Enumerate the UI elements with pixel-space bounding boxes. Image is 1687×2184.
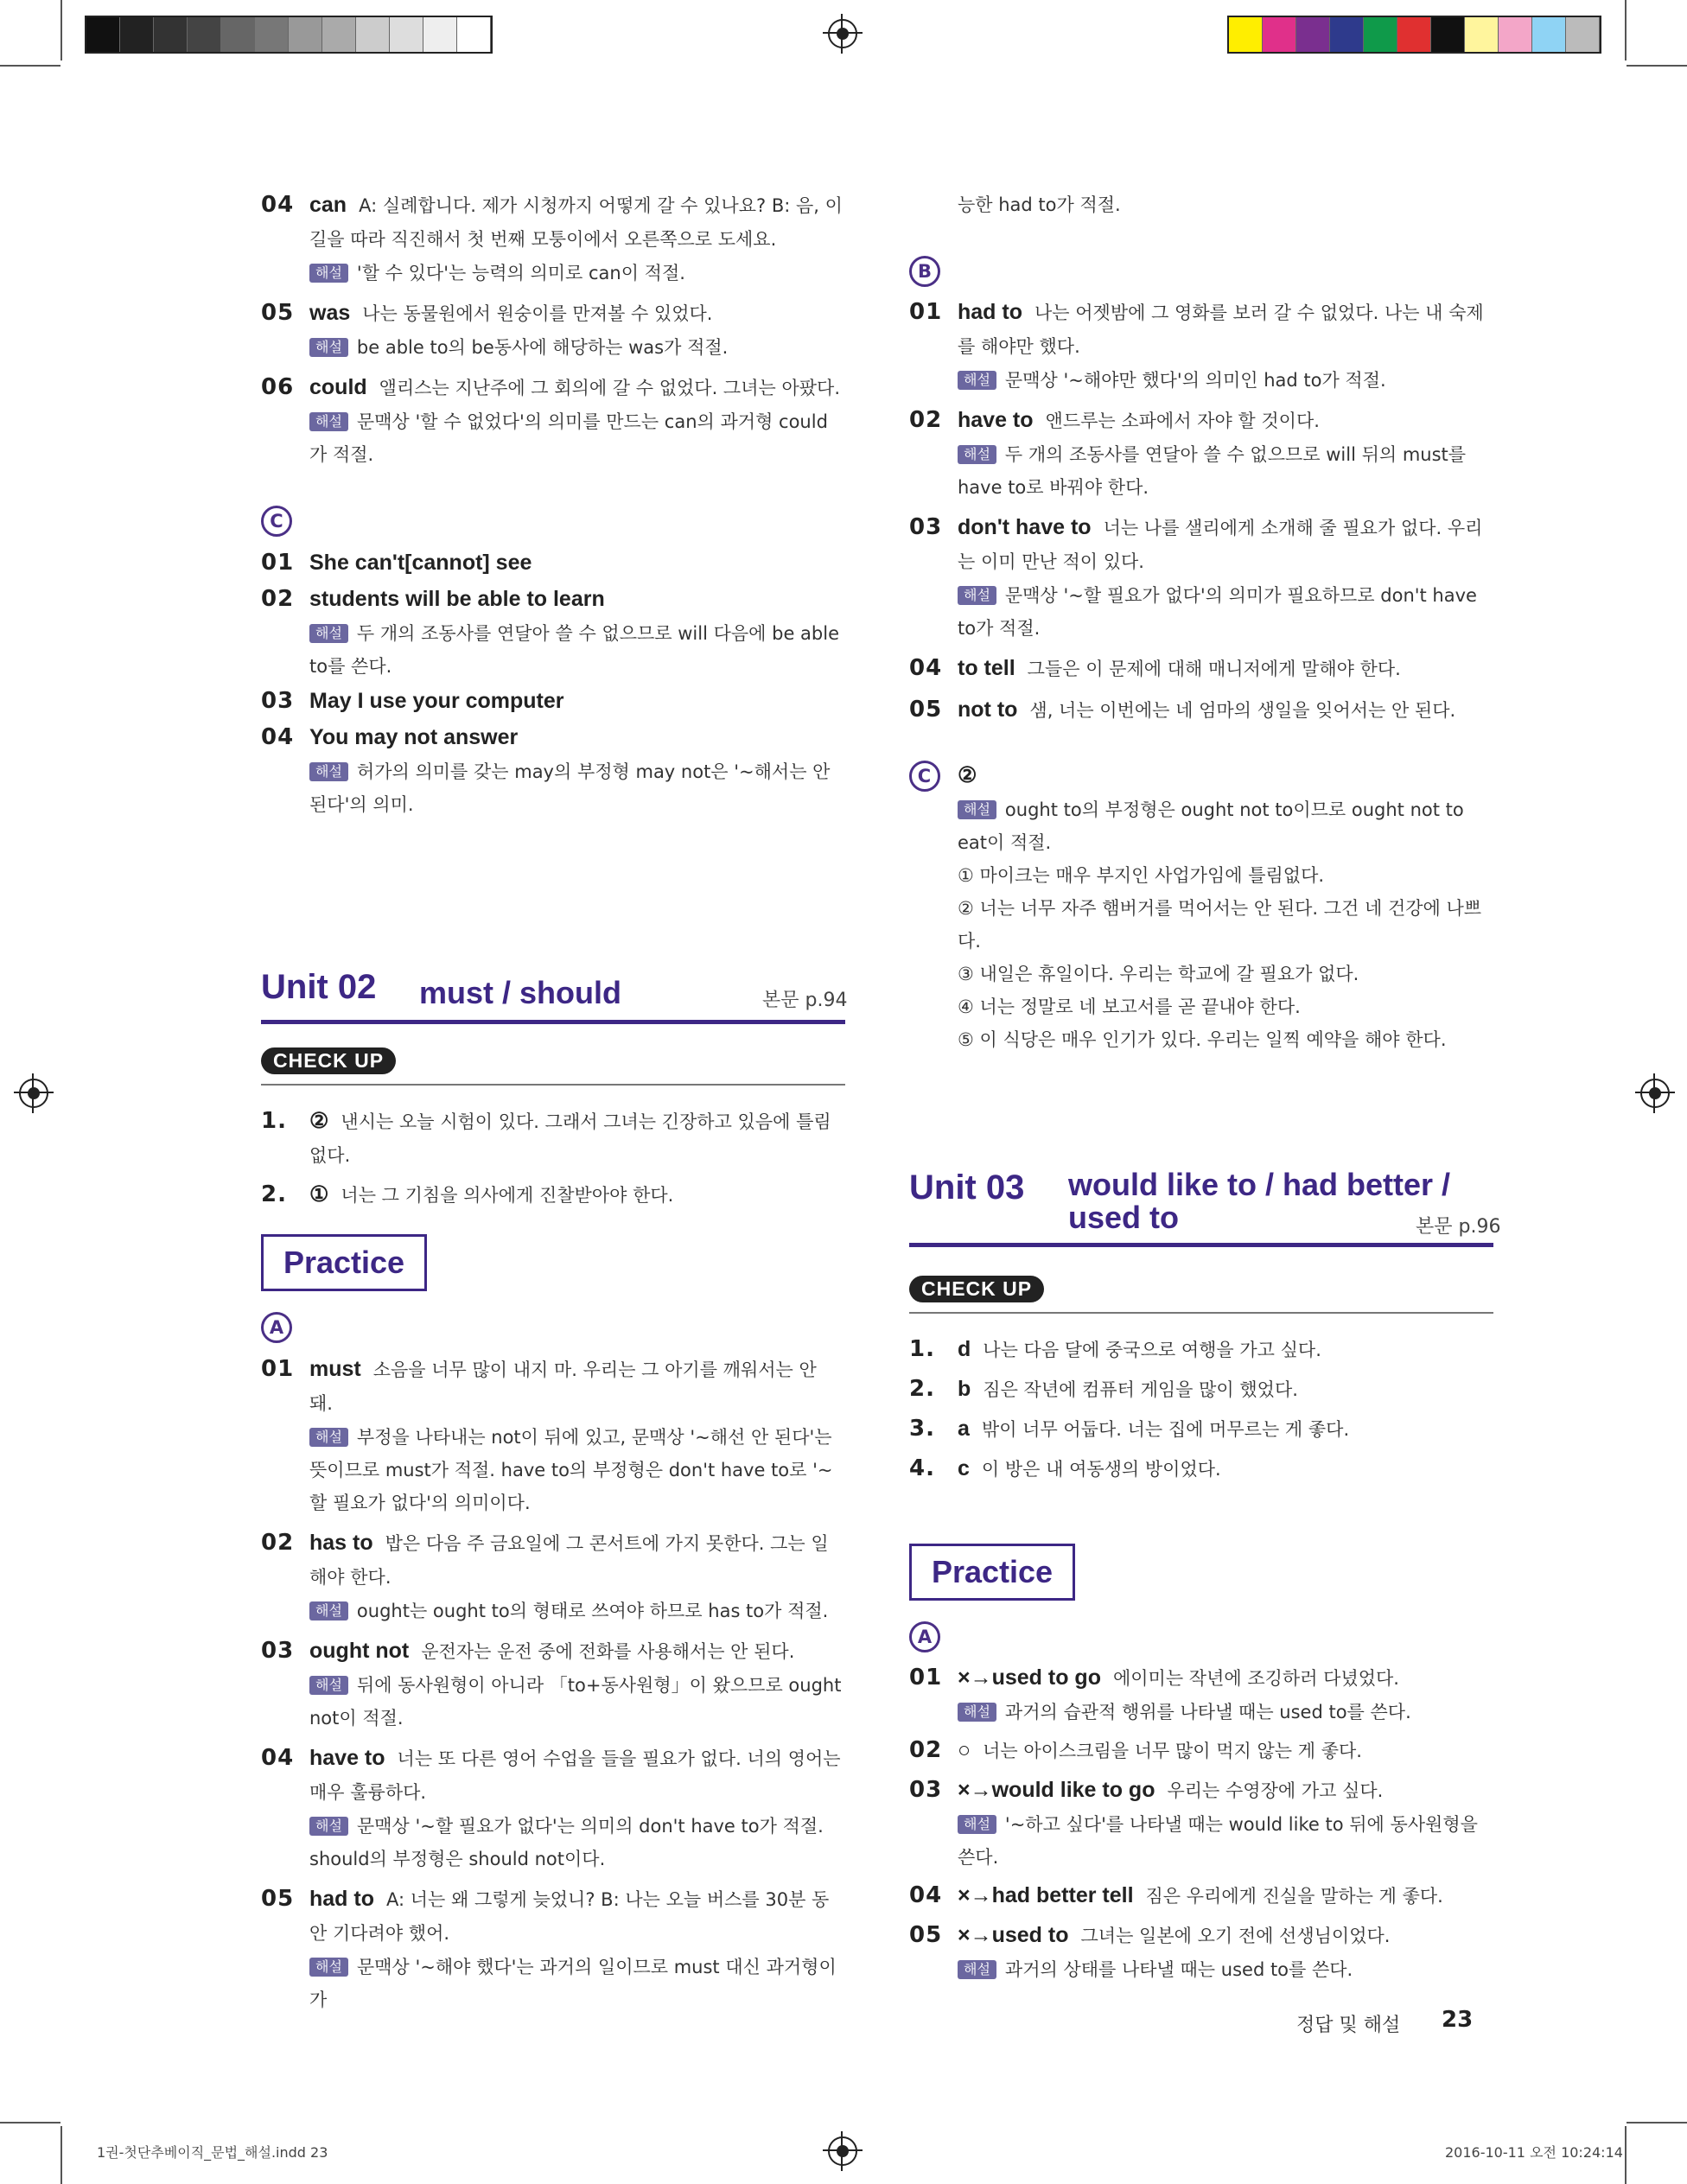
section-label: C <box>261 506 292 537</box>
explanation-text: 문맥상 '~해야만 했다'의 의미인 had to가 적절. <box>1004 370 1386 391</box>
explanation <box>309 1810 845 1875</box>
translation: 너는 또 다른 영어 수업을 들을 필요가 없다. 너의 영어는 매우 훌륭하다. <box>309 1748 841 1803</box>
explanation-text: 과거의 상태를 나타낼 때는 used to를 쓴다. <box>1004 1959 1353 1980</box>
item-number: 03 <box>909 514 943 540</box>
crop-mark <box>1627 2122 1687 2124</box>
explanation-text: ought는 ought to의 형태로 쓰여야 하므로 has to가 적절. <box>356 1601 829 1621</box>
explanation-badge: 해설 <box>958 800 996 819</box>
item-number: 1. <box>909 1336 935 1362</box>
item-number: 06 <box>261 374 295 400</box>
item-number: 04 <box>261 1745 295 1771</box>
answer: ○ <box>958 1738 971 1762</box>
practice-item <box>261 1353 845 1519</box>
crop-mark <box>0 2122 60 2124</box>
answer-item <box>261 296 845 364</box>
divider <box>261 1084 845 1086</box>
unit02-section-a-header <box>261 1312 292 1343</box>
item-number: 05 <box>909 1922 943 1948</box>
item-number: 04 <box>909 1882 943 1908</box>
item-number: 03 <box>261 688 295 714</box>
answer: not to <box>958 697 1018 722</box>
checkup-item <box>909 1372 1493 1407</box>
unit03-practice-heading: Practice <box>909 1544 1075 1601</box>
translation: 에이미는 작년에 조깅하러 다녔었다. <box>1112 1668 1399 1689</box>
explanation-text: be able to의 be동사에 해당하는 was가 적절. <box>356 337 729 358</box>
answer: ① <box>309 1182 329 1207</box>
item-number: 03 <box>261 1638 295 1664</box>
answer: ② <box>958 763 977 787</box>
explanation <box>958 1808 1493 1874</box>
explanation-badge: 해설 <box>309 264 348 283</box>
item-number: 01 <box>909 299 943 325</box>
divider <box>909 1312 1493 1314</box>
item-number: 2. <box>261 1181 287 1207</box>
answer-item <box>261 188 845 290</box>
continued-explanation: 능한 had to가 적절. <box>958 194 1121 215</box>
color-calibration-strip <box>1227 16 1601 54</box>
practice-item <box>261 1526 845 1627</box>
item-number: 02 <box>261 586 295 612</box>
swatch <box>1532 17 1566 52</box>
crop-mark <box>1627 65 1687 67</box>
answer: was <box>309 301 351 325</box>
unit03-subtitle-line1: would like to / had better / <box>1068 1167 1451 1202</box>
translation: 그녀는 일본에 오기 전에 선생님이었다. <box>1080 1926 1391 1946</box>
registration-mark-icon <box>828 19 857 48</box>
explanation-text: 부정을 나타내는 not이 뒤에 있고, 문맥상 '~해선 안 된다'는 뜻이므로 must가 적절. have to의 부정형은 don't have to로 '~할 필요가 없다'의 의미이다. <box>309 1427 833 1513</box>
swatch <box>322 17 356 52</box>
swatch <box>188 17 221 52</box>
explanation <box>958 364 1493 397</box>
practice-item <box>909 1734 1493 1768</box>
explanation-badge: 해설 <box>309 1958 348 1977</box>
practice-item <box>261 1634 845 1735</box>
answer: d <box>958 1337 971 1361</box>
answer-item <box>261 721 845 821</box>
explanation <box>958 438 1493 504</box>
answer-item <box>261 583 845 683</box>
swatch <box>356 17 390 52</box>
explanation-text: 문맥상 '~해야 했다'는 과거의 일이므로 must 대신 과거형이 가 <box>309 1957 837 2010</box>
unit02-practice-list <box>261 1353 845 2023</box>
item-number: 02 <box>909 1737 943 1763</box>
section-b-right-header <box>909 256 940 287</box>
explanation-text: '할 수 있다'는 능력의 의미로 can이 적절. <box>356 263 685 283</box>
translation: 나는 다음 달에 중국으로 여행을 가고 싶다. <box>983 1340 1321 1360</box>
section-label: A <box>909 1621 940 1652</box>
answer: a <box>958 1417 970 1441</box>
crop-mark <box>1625 0 1627 60</box>
item-number: 05 <box>909 697 943 723</box>
registration-mark-icon <box>828 2136 857 2166</box>
gray-calibration-strip <box>85 16 493 54</box>
translation: 너는 아이스크림을 너무 많이 먹지 않는 게 좋다. <box>983 1741 1362 1761</box>
explanation-text: 문맥상 '~할 필요가 없다'의 의미가 필요하므로 don't have to가 적절. <box>958 585 1477 639</box>
section-label: C <box>909 761 940 792</box>
checkup-item <box>261 1178 845 1213</box>
explanation <box>309 755 845 821</box>
section-b-right-list <box>909 296 1493 735</box>
answer: must <box>309 1357 361 1381</box>
answer: students will be able to learn <box>309 587 605 611</box>
translation: 짐은 작년에 컴퓨터 게임을 많이 했었다. <box>983 1379 1298 1400</box>
translation: 샘, 너는 이번에는 네 엄마의 생일을 잊어서는 안 된다. <box>1029 700 1456 721</box>
translation: 앨리스는 지난주에 그 회의에 갈 수 없었다. 그녀는 아팠다. <box>379 378 841 398</box>
swatch <box>289 17 322 52</box>
unit03-subtitle <box>1068 1168 1450 1234</box>
explanation-badge: 해설 <box>309 762 348 781</box>
item-number: 05 <box>261 1886 295 1912</box>
checkup-item <box>261 1105 845 1173</box>
registration-mark-icon <box>19 1079 48 1108</box>
section-label: B <box>909 256 940 287</box>
swatch <box>1364 17 1397 52</box>
translation: 밥은 다음 주 금요일에 그 콘서트에 가지 못한다. 그는 일해야 한다. <box>309 1533 829 1588</box>
unit02-title: Unit 02 <box>261 968 377 1006</box>
answer-item <box>261 371 845 471</box>
checkup-item <box>909 1412 1493 1447</box>
item-number: 02 <box>261 1530 295 1556</box>
explanation <box>309 1669 845 1735</box>
explanation <box>309 405 845 471</box>
answer-item <box>261 684 845 719</box>
unit03-section-a-header <box>909 1621 940 1652</box>
translation: 이 방은 내 여동생의 방이었다. <box>981 1459 1221 1480</box>
answer: can <box>309 193 347 217</box>
translation: 밖이 너무 어둡다. 너는 집에 머무르는 게 좋다. <box>981 1419 1350 1440</box>
swatch <box>390 17 423 52</box>
swatch <box>1330 17 1364 52</box>
answer-item <box>909 404 1493 504</box>
option-list <box>958 859 1493 1056</box>
answer-item <box>909 652 1493 686</box>
answer: ought not <box>309 1639 410 1663</box>
practice-item <box>909 1661 1493 1729</box>
explanation-badge: 해설 <box>958 371 996 390</box>
option-line: ③ 내일은 휴일이다. 우리는 학교에 갈 필요가 없다. <box>958 964 1359 984</box>
section-c-left-list <box>261 546 845 823</box>
swatch <box>1296 17 1330 52</box>
section-c-left-header <box>261 506 292 537</box>
swatch <box>1263 17 1296 52</box>
checkup-item <box>909 1452 1493 1487</box>
explanation-text: 두 개의 조동사를 연달아 쓸 수 없으므로 will 뒤의 must를 have to로 바꿔야 한다. <box>958 444 1467 498</box>
answer: ×→had better tell <box>958 1883 1134 1907</box>
item-number: 01 <box>909 1665 943 1691</box>
explanation-badge: 해설 <box>309 1817 348 1836</box>
explanation-badge: 해설 <box>958 1815 996 1834</box>
translation: 우리는 수영장에 가고 싶다. <box>1167 1780 1384 1801</box>
option-line: ⑤ 이 식당은 매우 인기가 있다. 우리는 일찍 예약을 해야 한다. <box>958 1029 1447 1050</box>
unit02-page-ref: 본문 p.94 <box>762 990 848 1011</box>
swatch <box>154 17 188 52</box>
practice-item <box>261 1882 845 2016</box>
answer: May I use your computer <box>309 689 564 713</box>
explanation-badge: 해설 <box>958 1703 996 1722</box>
answer: to tell <box>958 656 1015 680</box>
item-number: 03 <box>909 1777 943 1803</box>
item-number: 3. <box>909 1416 935 1442</box>
crop-mark <box>1625 2126 1627 2184</box>
page-number: 23 <box>1442 2007 1474 2033</box>
answer: c <box>958 1456 970 1480</box>
unit03-page-ref: 본문 p.96 <box>1416 1216 1501 1238</box>
footer-print-date: 2016-10-11 오전 10:24:14 <box>1445 2144 1623 2161</box>
item-number: 04 <box>261 192 295 218</box>
swatch <box>221 17 255 52</box>
translation: A: 실례합니다. 제가 시청까지 어떻게 갈 수 있나요? B: 음, 이 길을 따라 직진해서 첫 번째 모퉁이에서 오른쪽으로 도세요. <box>309 195 843 250</box>
answer: ×→used to <box>958 1923 1069 1947</box>
option-line: ② 너는 너무 자주 햄버거를 먹어서는 안 된다. 그건 네 건강에 나쁘다. <box>958 898 1482 952</box>
answer: has to <box>309 1531 373 1555</box>
explanation-badge: 해설 <box>309 1601 348 1620</box>
explanation-text: 두 개의 조동사를 연달아 쓸 수 없으므로 will 다음에 be able to를 쓴다. <box>309 623 839 677</box>
answer: ② <box>309 1109 329 1133</box>
explanation-text: 과거의 습관적 행위를 나타낼 때는 used to를 쓴다. <box>1004 1702 1411 1722</box>
explanation <box>309 1595 845 1627</box>
translation: 너는 나를 샐리에게 소개해 줄 필요가 없다. 우리는 이미 만난 적이 있다. <box>958 518 1483 572</box>
left-column-top <box>261 188 845 478</box>
answer: b <box>958 1377 971 1401</box>
swatch <box>1229 17 1263 52</box>
answer: ×→would like to go <box>958 1778 1155 1802</box>
explanation-text: 뒤에 동사원형이 아니라 「to+동사원형」이 왔으므로 ought not이 적절. <box>309 1675 842 1729</box>
translation: 운전자는 운전 중에 전화를 사용해서는 안 된다. <box>421 1641 795 1662</box>
translation: 짐은 우리에게 진실을 말하는 게 좋다. <box>1145 1886 1443 1907</box>
unit02-checkup-list <box>261 1105 845 1218</box>
translation: 너는 그 기침을 의사에게 진찰받아야 한다. <box>341 1185 674 1206</box>
explanation <box>958 579 1493 645</box>
explanation <box>309 617 845 683</box>
unit03-checkup-badge: CHECK UP <box>909 1276 1044 1302</box>
swatch <box>1431 17 1465 52</box>
item-number: 02 <box>909 407 943 433</box>
item-number: 01 <box>261 1356 295 1382</box>
unit02-practice-heading: Practice <box>261 1234 427 1291</box>
explanation-badge: 해설 <box>958 1960 996 1979</box>
unit03-subtitle-line2: used to <box>1068 1200 1180 1235</box>
footer-label: 정답 및 해설 <box>1296 2015 1401 2036</box>
explanation <box>958 1953 1493 1986</box>
option-line: ④ 너는 정말로 네 보고서를 곧 끝내야 한다. <box>958 996 1301 1017</box>
explanation-badge: 해설 <box>309 624 348 643</box>
explanation-badge: 해설 <box>309 1676 348 1695</box>
translation: 소음을 너무 많이 내지 마. 우리는 그 아기를 깨워서는 안 돼. <box>309 1359 817 1414</box>
answer: have to <box>958 408 1034 432</box>
item-number: 04 <box>261 724 295 750</box>
swatch <box>1566 17 1600 52</box>
swatch <box>423 17 457 52</box>
explanation-text: 허가의 의미를 갖는 may의 부정형 may not은 '~해서는 안 된다'의 의미. <box>309 761 831 815</box>
checkup-item <box>909 1333 1493 1367</box>
practice-item <box>909 1773 1493 1874</box>
answer-item <box>909 296 1493 397</box>
translation: A: 너는 왜 그렇게 늦었니? B: 나는 오늘 버스를 30분 동안 기다려야 했어. <box>309 1889 830 1944</box>
swatch <box>457 17 491 52</box>
unit02-subtitle: must / should <box>419 975 621 1010</box>
answer-item <box>909 511 1493 645</box>
answer: ×→used to go <box>958 1665 1101 1690</box>
swatch <box>1465 17 1499 52</box>
explanation-badge: 해설 <box>309 412 348 431</box>
practice-item <box>909 1879 1493 1913</box>
explanation <box>309 257 845 290</box>
swatch <box>1499 17 1532 52</box>
unit02-checkup-badge: CHECK UP <box>261 1047 396 1074</box>
unit03-practice-list <box>909 1661 1493 1991</box>
swatch <box>86 17 120 52</box>
section-label: A <box>261 1312 292 1343</box>
answer: had to <box>309 1887 374 1911</box>
explanation <box>309 331 845 364</box>
item-number: 05 <box>261 300 295 326</box>
translation: 그들은 이 문제에 대해 매니저에게 말해야 한다. <box>1027 659 1401 679</box>
item-number: 1. <box>261 1108 287 1134</box>
explanation-text: '~하고 싶다'를 나타낼 때는 would like to 뒤에 동사원형을 쓴다. <box>958 1814 1478 1868</box>
explanation-badge: 해설 <box>958 586 996 605</box>
explanation <box>309 1951 845 2016</box>
swatch <box>120 17 154 52</box>
practice-item <box>261 1741 845 1875</box>
unit02-underline <box>261 1020 845 1024</box>
practice-item <box>909 1919 1493 1986</box>
explanation-text: 문맥상 '~할 필요가 없다'는 의미의 don't have to가 적절. should의 부정형은 should not이다. <box>309 1816 824 1869</box>
item-number: 04 <box>909 655 943 681</box>
answer-item <box>909 693 1493 728</box>
answer-item <box>261 546 845 581</box>
answer: don't have to <box>958 515 1092 539</box>
translation: 나는 어젯밤에 그 영화를 보러 갈 수 없었다. 나는 내 숙제를 해야만 했다. <box>958 302 1484 357</box>
item-number: 01 <box>261 550 295 576</box>
explanation <box>309 1421 845 1519</box>
answer: have to <box>309 1746 385 1770</box>
translation: 낸시는 오늘 시험이 있다. 그래서 그녀는 긴장하고 있음에 틀림없다. <box>309 1111 831 1166</box>
swatch <box>1397 17 1431 52</box>
translation: 앤드루는 소파에서 자야 할 것이다. <box>1045 411 1320 431</box>
explanation <box>958 1696 1493 1729</box>
answer: She can't[cannot] see <box>309 551 532 575</box>
registration-mark-icon <box>1640 1079 1670 1108</box>
unit03-checkup-list <box>909 1333 1493 1492</box>
crop-mark <box>60 2126 62 2184</box>
section-c-right <box>909 759 1493 1063</box>
item-number: 4. <box>909 1455 935 1481</box>
translation: 나는 동물원에서 원숭이를 만져볼 수 있었다. <box>362 303 713 324</box>
explanation-badge: 해설 <box>309 338 348 357</box>
explanation-text: 문맥상 '할 수 없었다'의 의미를 만드는 can의 과거형 could가 적절. <box>309 411 828 465</box>
answer: could <box>309 375 367 399</box>
option-line: ① 마이크는 매우 부지인 사업가임에 틀림없다. <box>958 865 1325 886</box>
explanation-badge: 해설 <box>958 445 996 464</box>
unit03-title: Unit 03 <box>909 1168 1025 1207</box>
swatch <box>255 17 289 52</box>
item-number: 2. <box>909 1376 935 1402</box>
footer-file-name: 1권-첫단추베이직_문법_해설.indd 23 <box>97 2144 328 2161</box>
crop-mark <box>60 0 62 60</box>
crop-mark <box>0 65 60 67</box>
unit03-underline <box>909 1243 1493 1247</box>
answer: had to <box>958 300 1022 324</box>
explanation-text: ought to의 부정형은 ought not to이므로 ought not to eat이 적절. <box>958 799 1464 853</box>
answer: You may not answer <box>309 725 519 749</box>
explanation-badge: 해설 <box>309 1428 348 1447</box>
